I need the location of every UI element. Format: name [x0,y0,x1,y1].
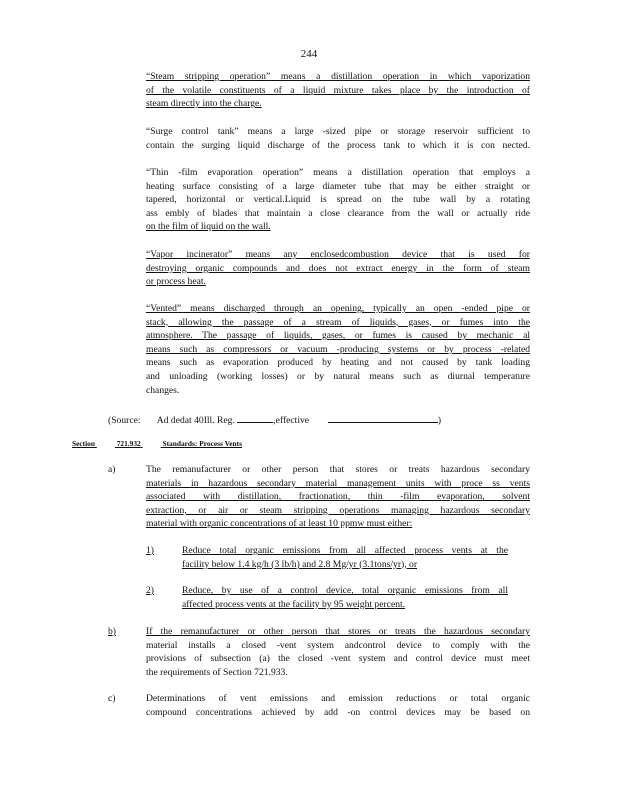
source-note [108,413,441,428]
definition-line: “Thin -film evaporation operation” means a distillation operation that employs a [146,167,530,178]
source-effective: ,effective [273,415,310,426]
subitem-1-text [182,544,508,571]
subitem-line: Reduce, by use of a control device, total organic emissions from all [182,585,508,596]
definition-line: tapered, horizontal or vertical.Liquid is spread on the tube wall by a rotating [146,194,530,206]
definition-line: ass embly of blades that maintain a close clearance from the wall or actually ride [146,207,530,219]
source-blank-citation [237,413,273,423]
definition-line: stack, allowing the passage of a stream of liquids, gases, or fumes into the [146,316,530,328]
definition-line: and unloading (working losses) or by natural means such as diurnal temperature [146,370,530,382]
item-line: If the remanufacturer or other person that stores or treats the hazardous secondary [146,626,530,637]
definition-line: means such as compressors or vacuum -producing systems or by process -related [146,343,530,355]
item-b-text [146,625,530,679]
item-line: material installs a closed -vent system andcontrol device to comply with the [146,639,530,651]
section-title: Standards: Process Vents [162,439,242,448]
definition-thin-film-evaporation [146,166,530,234]
item-label-c: c) [108,693,116,704]
page-number: 244 [300,48,318,60]
item-line: provisions of subsection (a) the closed -vent system and control device must meet [146,653,530,665]
item-line: Determinations of vent emissions and emission reductions or total organic [146,693,530,704]
definition-line: “Vapor incinerator” means any enclosedcombustion device that is used for [146,249,530,260]
definition-line: of the volatile constituents of a liquid mixture takes place by the introduction of [146,84,530,96]
item-line: the requirements of Section 721.933. [146,666,288,678]
item-a-text [146,463,530,531]
definition-vented [146,302,530,397]
definition-line: steam directly into the charge. [146,98,262,110]
item-line: extraction, or air or steam stripping operations managing hazardous secondary [146,504,530,516]
definition-line: on the film of liquid on the wall. [146,221,271,233]
section-heading [72,439,242,448]
definition-line: “Surge control tank” means a large -sized pipe or storage reservoir sufficient to [146,126,530,137]
item-line: compound concentrations achieved by add -on control devices may be based on [146,706,530,718]
definition-line: destroying organic compounds and does not extract energy in the form of steam [146,262,530,274]
item-line: The remanufacturer or other person that stores or treats hazardous secondary [146,464,530,475]
definition-line: or process heat. [146,276,206,288]
subitem-label-1: 1) [146,545,154,556]
definition-vapor-incinerator [146,248,530,289]
source-close-paren: ) [437,415,442,426]
definition-steam-stripping [146,70,530,111]
subitem-line: affected process vents at the facility by 95 weight percent. [182,598,406,610]
definition-line: atmosphere. The passage of liquids, gases, or fumes is caused by mechanic al [146,330,530,342]
definition-line: means such as evaporation produced by heating and not caused by tank loading [146,357,530,369]
subitem-line: facility below 1.4 kg/h (3 lb/h) and 2.8 Mg/yr (3.1tons/yr), or [182,558,418,570]
definition-line: “Vented” means discharged through an opening, typically an open -ended pipe or [146,303,530,314]
item-label-a: a) [108,464,116,475]
source-prefix: (Source: [108,415,141,426]
item-line: associated with distillation, fractionation, thin -film evaporation, solvent [146,491,530,503]
definition-line: “Steam stripping operation” means a distillation operation in which vaporization [146,71,530,82]
item-c-text [146,692,530,719]
subitem-label-2: 2) [146,585,154,596]
item-line: materials in hazardous secondary material management units with proce ss vents [146,477,530,489]
subitem-line: Reduce total organic emissions from all affected process vents at the [182,545,508,556]
definition-line: contain the surging liquid discharge of the process tank to which it is con nected. [146,139,530,151]
section-number: 721.932 [116,439,141,448]
definition-line: changes. [146,384,180,396]
item-line: material with organic concentrations of at least 10 ppmw must either: [146,518,413,530]
definition-surge-control-tank [146,125,530,152]
definition-line: heating surface consisting of a large diameter tube that may be either straight or [146,180,530,192]
section-label: Section [72,439,95,448]
source-blank-date [328,413,438,423]
source-text: Ad dedat 40Ill. Reg. [156,415,235,426]
item-label-b: b) [108,626,116,637]
subitem-2-text [182,584,508,611]
